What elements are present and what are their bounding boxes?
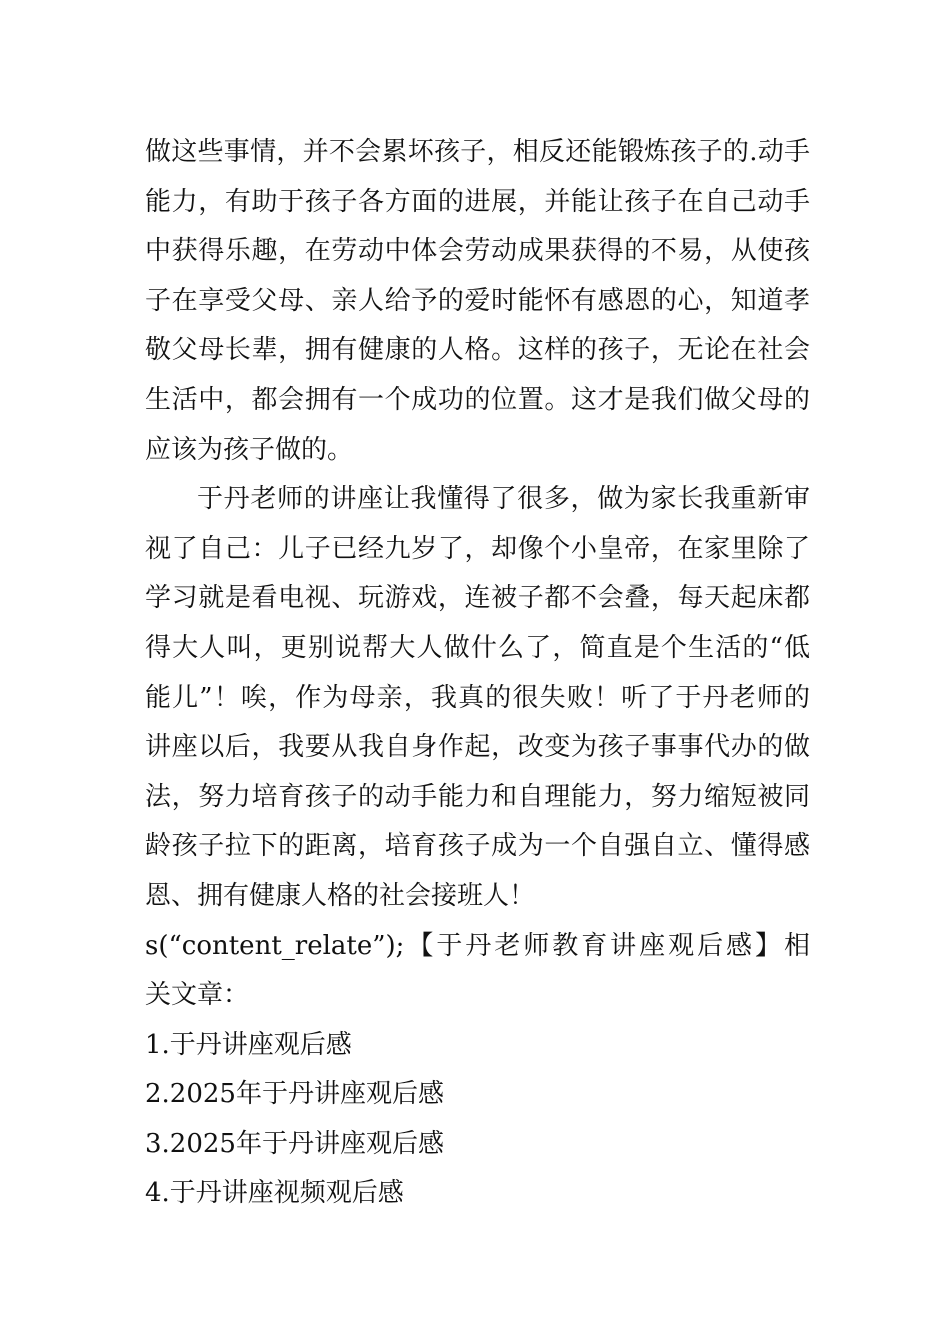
text-line: 子在享受父母、亲人给予的爱时能怀有感恩的心，知道孝	[145, 285, 810, 316]
related-link[interactable]: 3.2025年于丹讲座观后感	[145, 1128, 444, 1159]
text-line: 恩、拥有健康人格的社会接班人！	[145, 880, 536, 911]
related-link[interactable]: 2.2025年于丹讲座观后感	[145, 1079, 444, 1110]
text-line: 中获得乐趣，在劳动中体会劳动成果获得的不易，从使孩	[145, 236, 810, 267]
text-line: 生活中，都会拥有一个成功的位置。这才是我们做父母的	[145, 384, 810, 415]
text-line: 能力，有助于孩子各方面的进展，并能让孩子在自己动手	[145, 186, 810, 217]
text-line: 得大人叫，更别说帮大人做什么了，简直是个生活的“低	[145, 632, 810, 663]
text-line: 应该为孩子做的。	[145, 434, 354, 465]
text-line: 视了自己：儿子已经九岁了，却像个小皇帝，在家里除了	[145, 533, 810, 564]
related-header-line: 关文章：	[145, 980, 250, 1011]
text-line: 能儿”！唉，作为母亲，我真的很失败！听了于丹老师的	[145, 682, 810, 713]
related-link[interactable]: 1.于丹讲座观后感	[145, 1029, 352, 1060]
text-line: 讲座以后，我要从我自身作起，改变为孩子事事代办的做	[145, 732, 810, 763]
text-line: 敬父母长辈，拥有健康的人格。这样的孩子，无论在社会	[145, 335, 810, 366]
related-articles	[145, 922, 810, 1220]
text-line: 做这些事情，并不会累坏孩子，相反还能锻炼孩子的.动手	[145, 137, 810, 167]
related-header-line: s(“content_relate”);【于丹老师教育讲座观后感】相	[145, 930, 810, 961]
text-line: 法，努力培育孩子的动手能力和自理能力，努力缩短被同	[145, 781, 810, 812]
paragraph-1	[145, 128, 810, 475]
paragraph-2	[145, 475, 810, 921]
text-line: 学习就是看电视、玩游戏，连被子都不会叠，每天起床都	[145, 583, 810, 614]
related-link[interactable]: 4.于丹讲座视频观后感	[145, 1178, 404, 1209]
document-page	[145, 128, 810, 1219]
text-line: 龄孩子拉下的距离，培育孩子成为一个自强自立、懂得感	[145, 831, 810, 862]
text-line: 于丹老师的讲座让我懂得了很多，做为家长我重新审	[197, 484, 810, 515]
